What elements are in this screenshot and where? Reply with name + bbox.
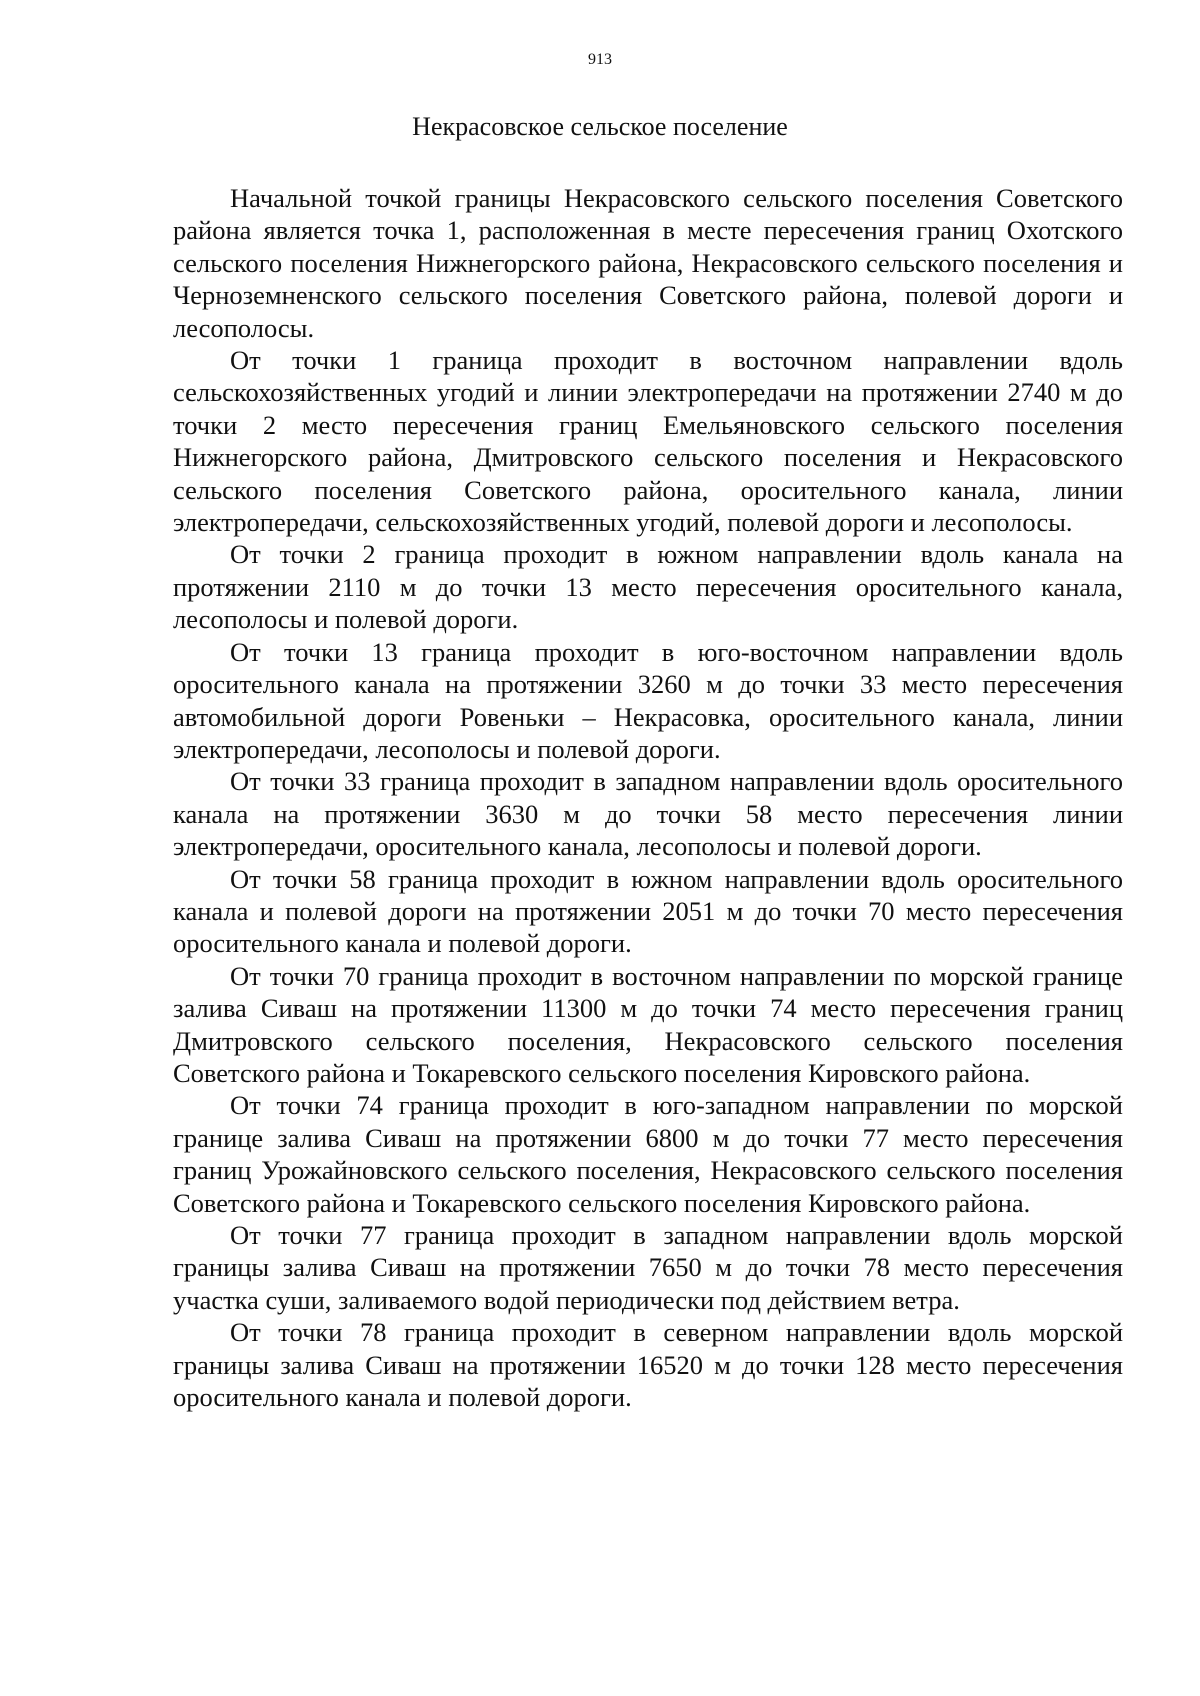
paragraph: От точки 33 граница проходит в западном направлении вдоль оросительного канала на протяжении 3630 м до точки 58 место пересечения линии электропередачи, оросительного канала, лесополосы и полевой дороги.	[173, 766, 1123, 862]
paragraph: От точки 13 граница проходит в юго-восточном направлении вдоль оросительного канала на протяжении 3260 м до точки 33 место пересечения автомобильной дороги Ровеньки – Некрасовка, оросительного канала, линии электропередачи, лесополосы и полевой дороги.	[173, 636, 1123, 764]
paragraph: Начальной точкой границы Некрасовского сельского поселения Советского района является точка 1, расположенная в месте пересечения границ Охотского сельского поселения Нижнегорского района, Некрасовского сельского поселения и Черноземненского сельского поселения Советского района, полевой дороги и лесополосы.	[173, 183, 1123, 343]
paragraph: От точки 77 граница проходит в западном направлении вдоль морской границы залива Сиваш на протяжении 7650 м до точки 78 место пересечения участка суши, заливаемого водой периодически под действием ветра.	[173, 1220, 1123, 1315]
paragraph: От точки 1 граница проходит в восточном направлении вдоль сельскохозяйственных угодий и линии электропередачи на протяжении 2740 м до точки 2 место пересечения границ Емельяновского сельского поселения Нижнегорского района, Дмитровского сельского поселения и Некрасовского сельского поселения Советского района, оросительного канала, линии электропередачи, сельскохозяйственных угодий, полевой дороги и лесополосы.	[173, 345, 1123, 538]
paragraph: От точки 74 граница проходит в юго-западном направлении по морской границе залива Сиваш на протяжении 6800 м до точки 77 место пересечения границ Урожайновского сельского поселения, Некрасовского сельского поселения Советского района и Токаревского сельского поселения Кировского района.	[173, 1090, 1123, 1218]
paragraph: От точки 78 граница проходит в северном направлении вдоль морской границы залива Сиваш на протяжении 16520 м до точки 128 место пересечения оросительного канала и полевой дороги.	[173, 1317, 1123, 1413]
paragraph: От точки 58 граница проходит в южном направлении вдоль оросительного канала и полевой дороги на протяжении 2051 м до точки 70 место пересечения оросительного канала и полевой дороги.	[173, 863, 1123, 959]
paragraph: От точки 70 граница проходит в восточном направлении по морской границе залива Сиваш на протяжении 11300 м до точки 74 место пересечения границ Дмитровского сельского поселения, Некрасовского сельского поселения Советского района и Токаревского сельского поселения Кировского района.	[173, 960, 1123, 1088]
page-number: 913	[588, 51, 612, 68]
paragraph: От точки 2 граница проходит в южном направлении вдоль канала на протяжении 2110 м до точки 13 место пересечения оросительного канала, лесополосы и полевой дороги.	[173, 539, 1123, 635]
document-body	[173, 182, 1123, 1413]
document-title: Некрасовское сельское поселение	[412, 112, 788, 141]
